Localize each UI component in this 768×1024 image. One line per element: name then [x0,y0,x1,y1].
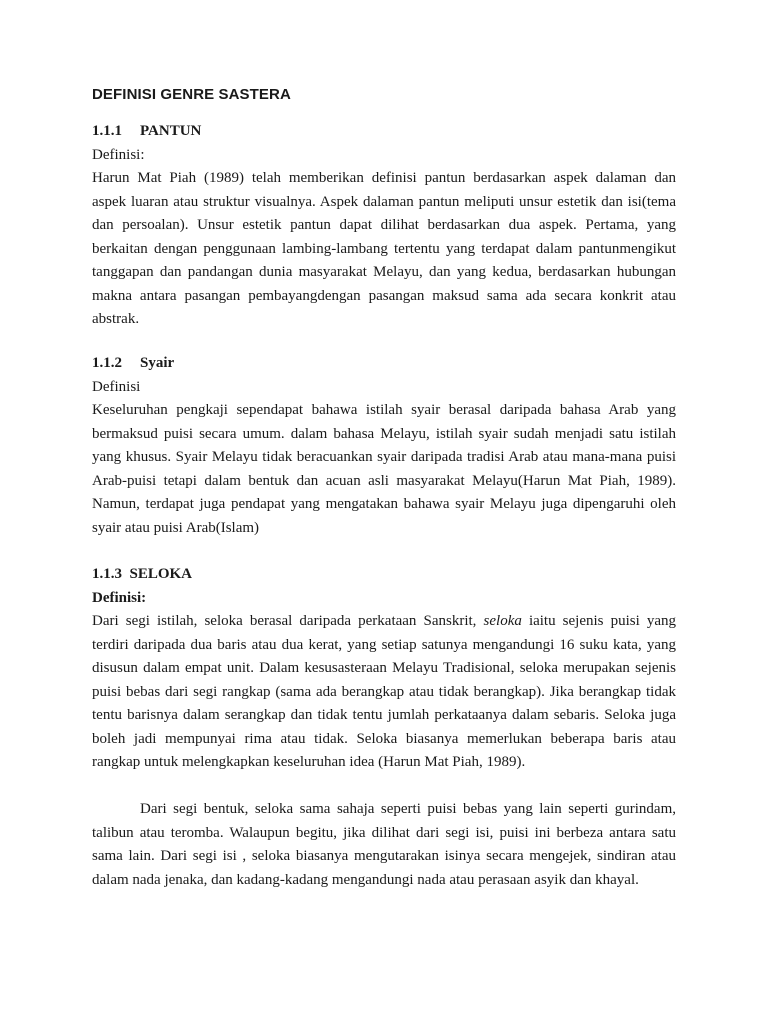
body-line: yang khusus. Syair Melayu tidak beracuankan syair daripada tradisi Arab atau mana-mana puisi [92,449,676,465]
body-line: terdiri daripada dua baris atau dua kerat, yang setiap satunya mengandungi 16 suku kata, yang [92,636,676,653]
section-title: Syair [140,355,175,371]
body-line: Arab-puisi tetapi dalam bentuk dan acuan asli masyarakat Melayu(Harun Mat Piah, 1989). [92,472,676,489]
section-number: 1.1.2 [92,355,122,371]
body-line: Harun Mat Piah (1989) telah memberikan definisi pantun berdasarkan aspek dalaman dan [92,170,676,186]
body-line: dalam nada jenaka, dan kadang-kadang mengandungi nada atau perasaan asyik dan khayal. [92,871,639,888]
body-line: bermaksud puisi secara umum. dalam bahasa Melayu, istilah syair sudah menjadi satu istilah [92,425,676,442]
body-line: talibun atau teromba. Walaupun begitu, jika dilihat dari segi isi, puisi ini berbeza antara satu [92,824,676,841]
italic-term: seloka [483,613,522,629]
section-pantun [92,120,676,332]
body-line: disusun dalam empat unit. Dalam kesusasteraan Melayu Tradisional, seloka merupakan sejenis [92,660,676,676]
body-line: Dari segi bentuk, seloka sama sahaja seperti puisi bebas yang lain seperti gurindam, [140,801,676,817]
section-syair [92,352,676,540]
body-line: boleh jadi mempunyai rima atau tidak. Seloka biasanya memerlukan beberapa baris atau [92,730,676,747]
section-heading [92,563,676,587]
seloka-paragraph-2 [92,798,676,892]
body-line: tentu barisnya dalam serangkap dan tidak tentu jumlah perkataanya dalam sebaris. Seloka juga [92,707,676,723]
body-text: Dari segi istilah, seloka berasal daripada perkataan Sanskrit, [92,613,484,629]
definition-label: Definisi [92,378,141,395]
section-number: 1.1.3 [92,566,122,582]
body-text: iaitu sejenis puisi yang [521,613,676,629]
body-line: syair atau puisi Arab(Islam) [92,519,260,536]
body-line: Namun, terdapat juga pendapat yang mengatakan bahawa syair Melayu juga dipengaruhi oleh [92,496,676,512]
definition-label: Definisi: [92,589,147,606]
section-title: SELOKA [129,566,193,582]
definition-label: Definisi: [92,146,145,163]
body-line: tanggapan dan pandangan dunia masyarakat Melayu, dan yang kedua, berdasarkan hubungan [92,264,676,280]
document-title: DEFINISI GENRE SASTERA [92,86,291,103]
body-line: aspek luaran atau struktur visualnya. Aspek dalaman pantun meliputi unsur estetik dan isi(tema [92,193,676,210]
body-line: makna antara pasangan pembayangdengan pasangan maksud sama ada secara konkrit atau [92,287,676,304]
body-line: abstrak. [92,311,140,327]
body-line: Keseluruhan pengkaji sependapat bahawa istilah syair berasal daripada bahasa Arab yang [92,402,676,418]
section-heading [92,352,676,376]
section-number: 1.1.1 [92,123,122,139]
body-line: berkaitan dengan penggunaan lambing-lambang tertentu yang terdapat dalam pantunmengikut [92,240,676,257]
section-title: PANTUN [140,123,202,139]
body-line: dan persoalan). Unsur estetik pantun dapat dilihat berdasarkan dua aspek. Pertama, yang [92,217,676,233]
section-heading [92,120,676,144]
body-line: rangkap untuk melengkapkan keseluruhan idea (Harun Mat Piah, 1989). [92,754,526,770]
body-line: puisi bebas dari segi rangkap (sama ada berangkap atau tidak berangkap). Jika berangkap tidak [92,683,676,700]
section-seloka [92,563,676,775]
body-line [92,610,676,634]
body-line: sama lain. Dari segi isi , seloka biasanya mengutarakan isinya secara mengejek, sindiran atau [92,848,676,864]
